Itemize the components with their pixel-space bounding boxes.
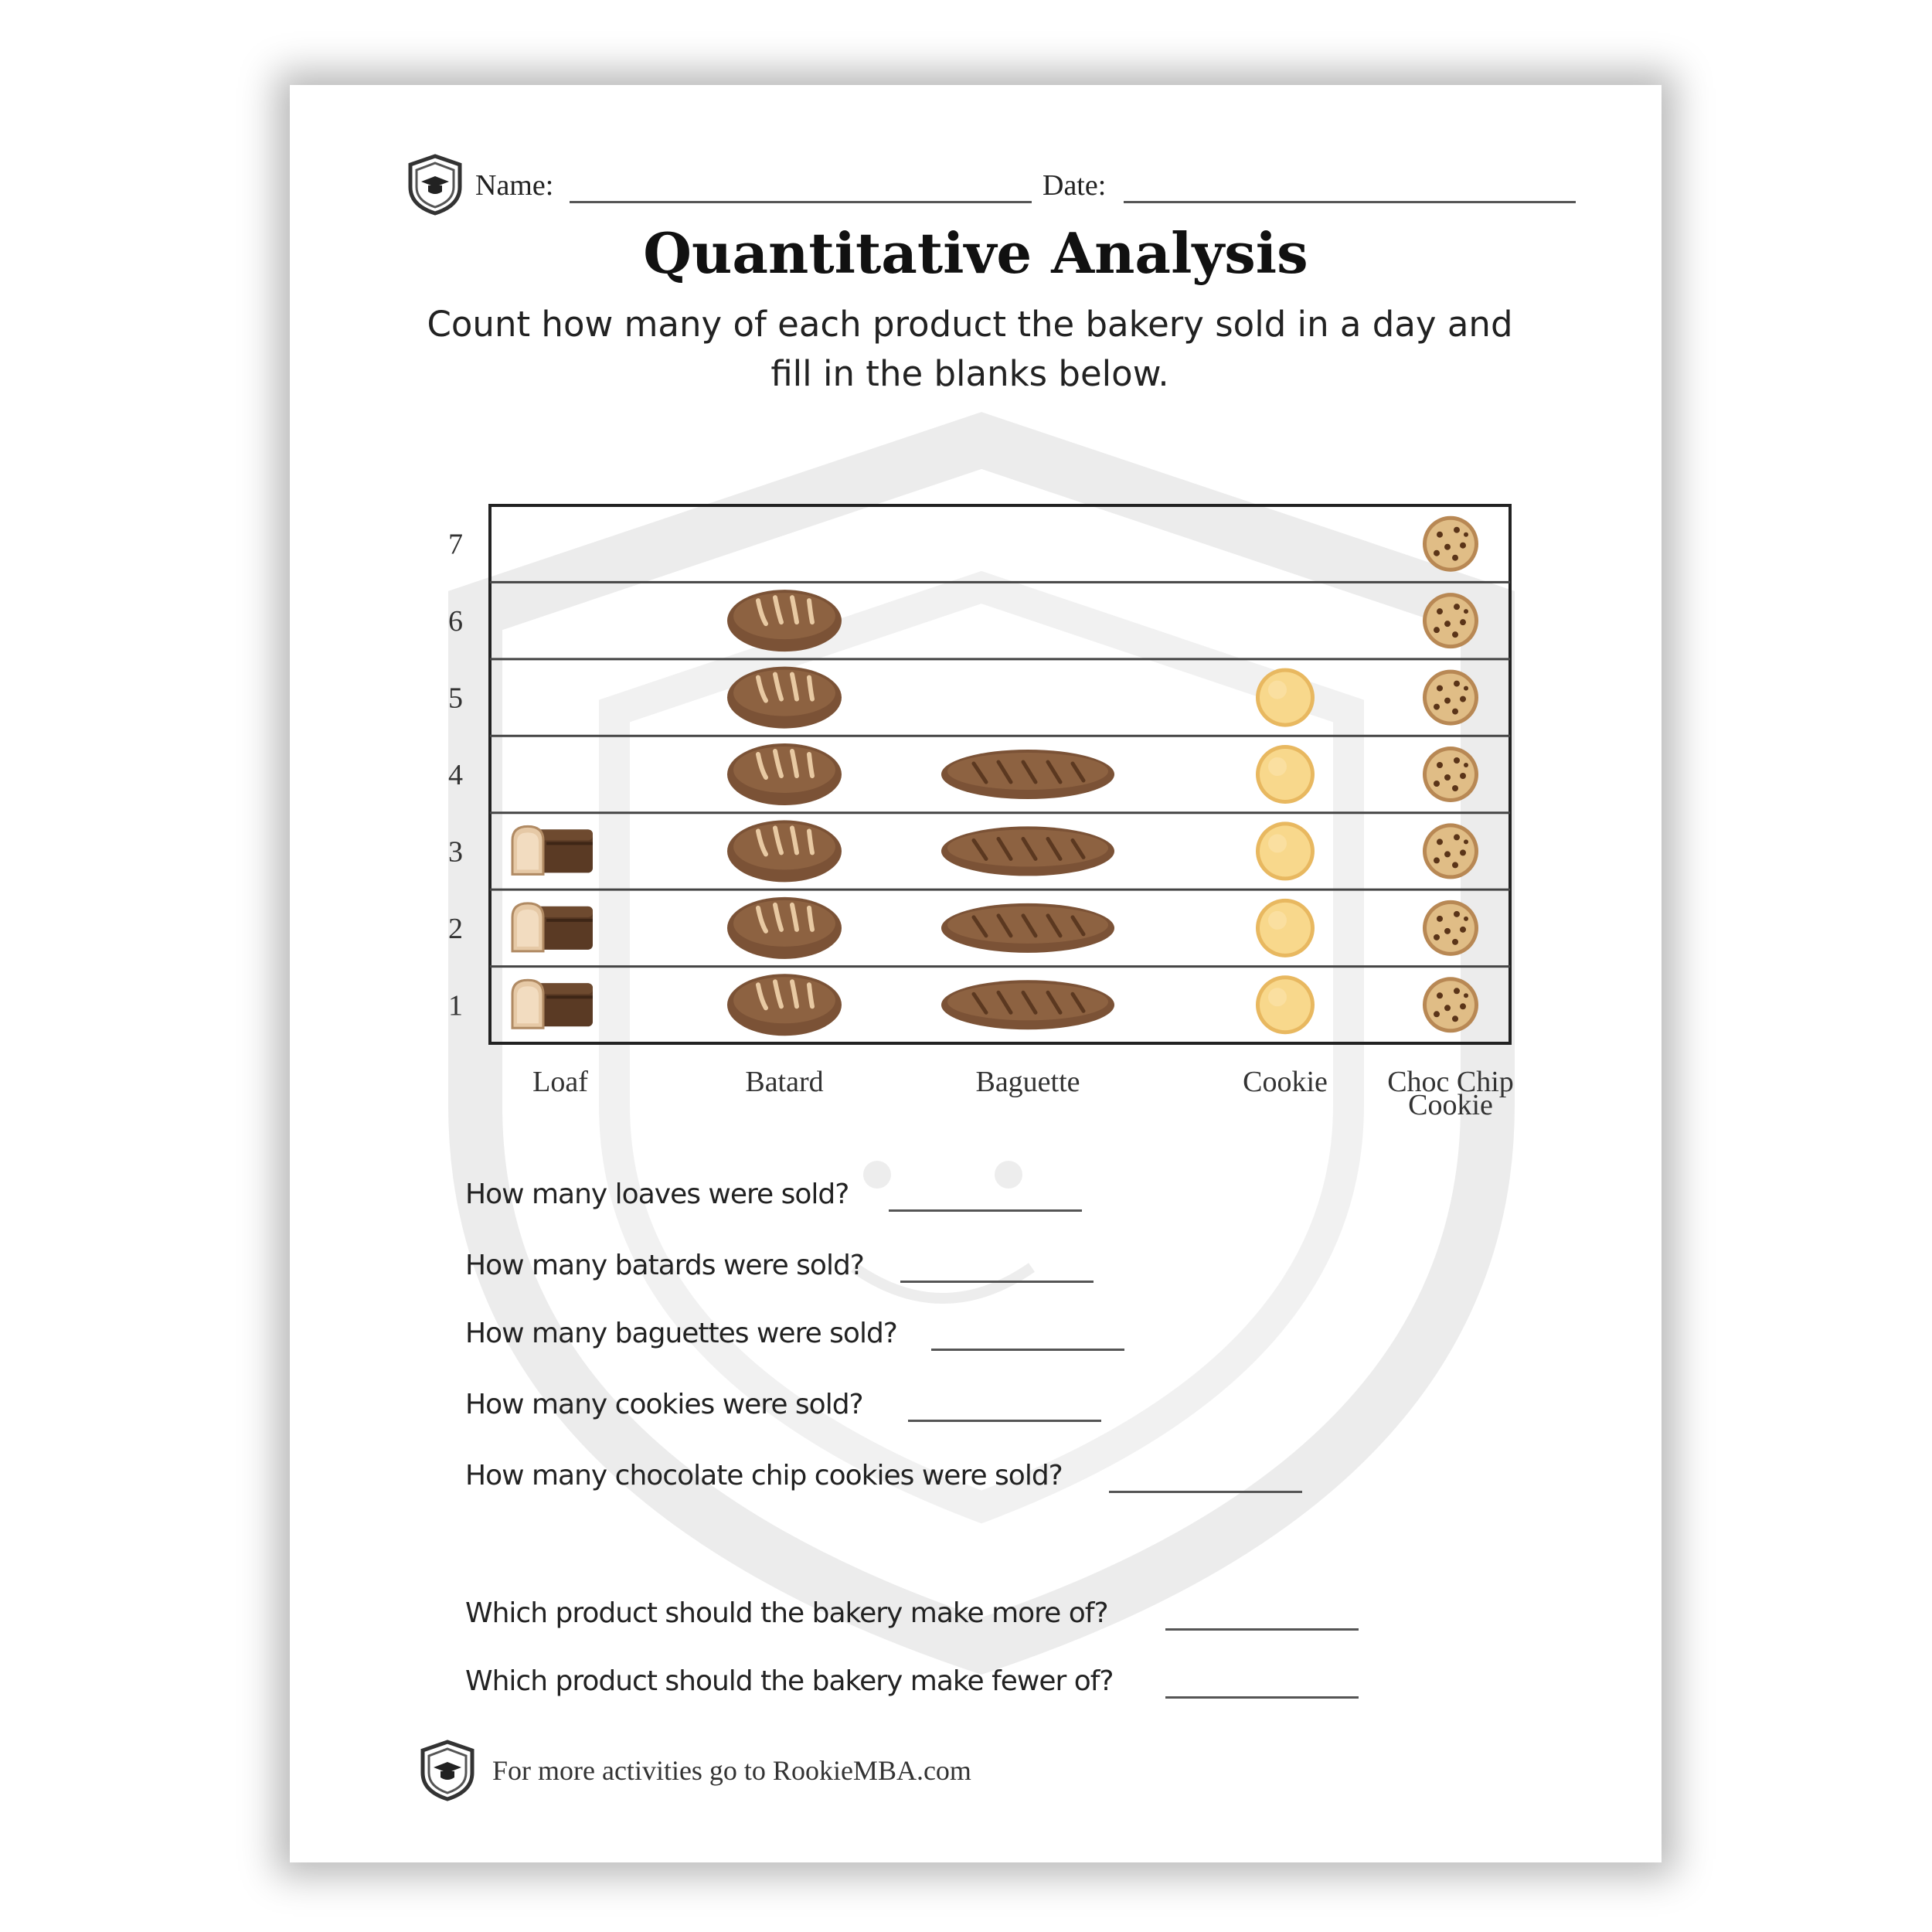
y-tick-label: 7 <box>448 528 463 561</box>
y-tick-label: 5 <box>448 682 463 715</box>
page-title: Quantitative Analysis <box>643 220 1308 286</box>
footer-text: For more activities go to RookieMBA.com <box>492 1755 971 1786</box>
category-label: Choc Chip <box>1387 1066 1514 1098</box>
bread-loaf-icon <box>512 980 593 1028</box>
answer-blank[interactable] <box>1165 1628 1359 1631</box>
batard-icon <box>727 974 842 1036</box>
footer-logo-icon <box>420 1739 475 1802</box>
question-text: How many chocolate chip cookies were sold? <box>465 1460 1063 1492</box>
bread-loaf-icon <box>512 903 593 951</box>
question-text: How many baguettes were sold? <box>465 1318 897 1349</box>
category-label: Loaf <box>532 1066 588 1098</box>
y-tick-label: 6 <box>448 605 463 638</box>
baguette-icon <box>941 750 1114 799</box>
answer-blank[interactable] <box>1165 1696 1359 1699</box>
instructions-line-1: Count how many of each product the bakery sold in a day and <box>427 304 1513 345</box>
category-label: Batard <box>745 1066 824 1098</box>
choc-chip-cookie-icon <box>1423 593 1478 648</box>
category-label: Cookie <box>1243 1066 1328 1098</box>
instructions <box>390 300 1549 399</box>
cookie-icon <box>1256 668 1315 727</box>
y-tick-label: 3 <box>448 835 463 869</box>
choc-chip-cookie-icon <box>1423 747 1478 802</box>
answer-blank[interactable] <box>931 1349 1124 1351</box>
choc-chip-cookie-icon <box>1423 823 1478 879</box>
choc-chip-cookie-icon <box>1423 516 1478 572</box>
rookie-logo-icon <box>407 153 463 216</box>
category-label: Cookie <box>1408 1089 1493 1121</box>
name-label: Name: <box>475 169 554 202</box>
question-text: How many batards were sold? <box>465 1250 864 1281</box>
question-text: How many cookies were sold? <box>465 1389 863 1420</box>
instructions-line-2: fill in the blanks below. <box>770 353 1169 394</box>
batard-icon <box>727 590 842 651</box>
pictograph-chart <box>290 410 1662 1151</box>
batard-icon <box>727 820 842 882</box>
cookie-icon <box>1256 745 1315 804</box>
choc-chip-cookie-icon <box>1423 977 1478 1032</box>
date-label: Date: <box>1043 169 1107 202</box>
answer-blank[interactable] <box>900 1281 1094 1283</box>
bread-loaf-icon <box>512 826 593 874</box>
y-tick-label: 1 <box>448 989 463 1022</box>
category-label: Baguette <box>975 1066 1080 1098</box>
question-text: How many loaves were sold? <box>465 1179 849 1210</box>
answer-blank[interactable] <box>1109 1491 1302 1493</box>
opinion-question-text: Which product should the bakery make more of? <box>465 1597 1108 1629</box>
date-field[interactable] <box>1124 201 1576 203</box>
cookie-icon <box>1256 899 1315 957</box>
choc-chip-cookie-icon <box>1423 670 1478 726</box>
answer-blank[interactable] <box>908 1420 1101 1422</box>
baguette-icon <box>941 826 1114 876</box>
batard-icon <box>727 897 842 959</box>
answer-blank[interactable] <box>889 1209 1082 1212</box>
choc-chip-cookie-icon <box>1423 900 1478 956</box>
cookie-icon <box>1256 975 1315 1034</box>
name-field[interactable] <box>570 201 1032 203</box>
worksheet-page <box>290 85 1662 1862</box>
y-tick-label: 2 <box>448 912 463 945</box>
baguette-icon <box>941 903 1114 953</box>
cookie-icon <box>1256 821 1315 880</box>
y-tick-label: 4 <box>448 759 463 791</box>
batard-icon <box>727 667 842 729</box>
batard-icon <box>727 743 842 805</box>
opinion-question-text: Which product should the bakery make fewer of? <box>465 1665 1114 1697</box>
baguette-icon <box>941 980 1114 1029</box>
